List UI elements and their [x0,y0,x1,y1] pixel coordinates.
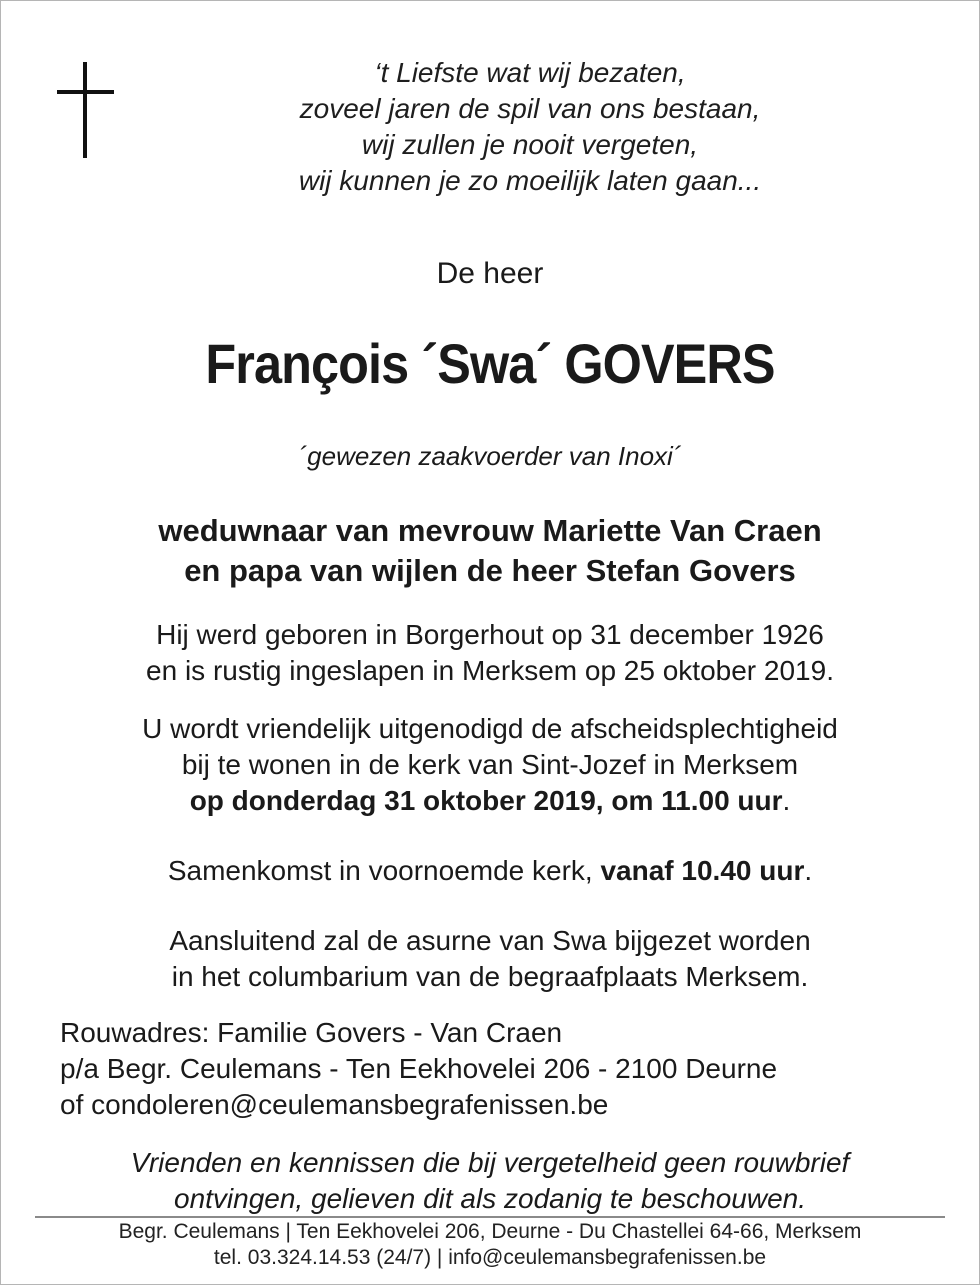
mourning-address [60,1015,940,1123]
meeting-time: vanaf 10.40 uur [600,855,805,886]
notice [0,1145,980,1217]
meeting-block: Samenkomst in voornoemde kerk, vanaf 10.40 uur. [167,855,813,886]
birth-line: Hij werd geboren in Borgerhout op 31 december 1926 [156,619,824,650]
ceremony-date-line: op donderdag 31 oktober 2019, om 11.00 uur. [189,785,791,816]
relation-line: en papa van wijlen de heer Stefan Govers [184,553,796,588]
footer-contact: tel. 03.324.14.53 (24/7) | info@ceulemansbegrafenissen.be [213,1246,767,1269]
footer [0,1219,980,1271]
ceremony-invite [0,711,980,819]
footer-divider [35,1216,945,1218]
urn-block [0,923,980,995]
address-line: Rouwadres: Familie Govers - Van Craen [60,1017,563,1048]
urn-line: Aansluitend zal de asurne van Swa bijgezet worden [169,925,811,956]
poem-line: wij kunnen je zo moeilijk laten gaan... [298,165,762,196]
invite-line: U wordt vriendelijk uitgenodigd de afscheidsplechtigheid [142,713,838,744]
relation-line: weduwnaar van mevrouw Mariette Van Craen [158,513,822,548]
deceased-name: François ´Swa´ GOVERS [205,332,775,395]
relation-block [0,511,980,591]
birth-death-block [0,617,980,689]
notice-line: Vrienden en kennissen die bij vergetelheid geen rouwbrief [130,1147,850,1178]
poem-line: ‘t Liefste wat wij bezaten, [374,57,686,88]
poem-line: zoveel jaren de spil van ons bestaan, [299,93,761,124]
notice-line: ontvingen, gelieven dit als zodanig te beschouwen. [174,1183,806,1214]
honorific: De heer [436,257,544,290]
meeting-text: Samenkomst in voornoemde kerk, [167,855,601,886]
poem [240,55,820,199]
invite-line: bij te wonen in de kerk van Sint-Jozef in Merksem [181,749,799,780]
poem-line: wij zullen je nooit vergeten, [361,129,699,160]
death-line: en is rustig ingeslapen in Merksem op 25 oktober 2019. [146,655,834,686]
cross-icon [57,62,114,158]
address-line: p/a Begr. Ceulemans - Ten Eekhovelei 206 - 2100 Deurne [60,1053,778,1084]
address-email: of condoleren@ceulemansbegrafenissen.be [60,1089,609,1120]
occupation: ´gewezen zaakvoerder van Inoxi´ [298,441,682,471]
footer-address: Begr. Ceulemans | Ten Eekhovelei 206, Deurne - Du Chastellei 64-66, Merksem [118,1220,862,1243]
urn-line: in het columbarium van de begraafplaats Merksem. [171,961,809,992]
ceremony-date: op donderdag 31 oktober 2019, om 11.00 uur [189,785,783,816]
